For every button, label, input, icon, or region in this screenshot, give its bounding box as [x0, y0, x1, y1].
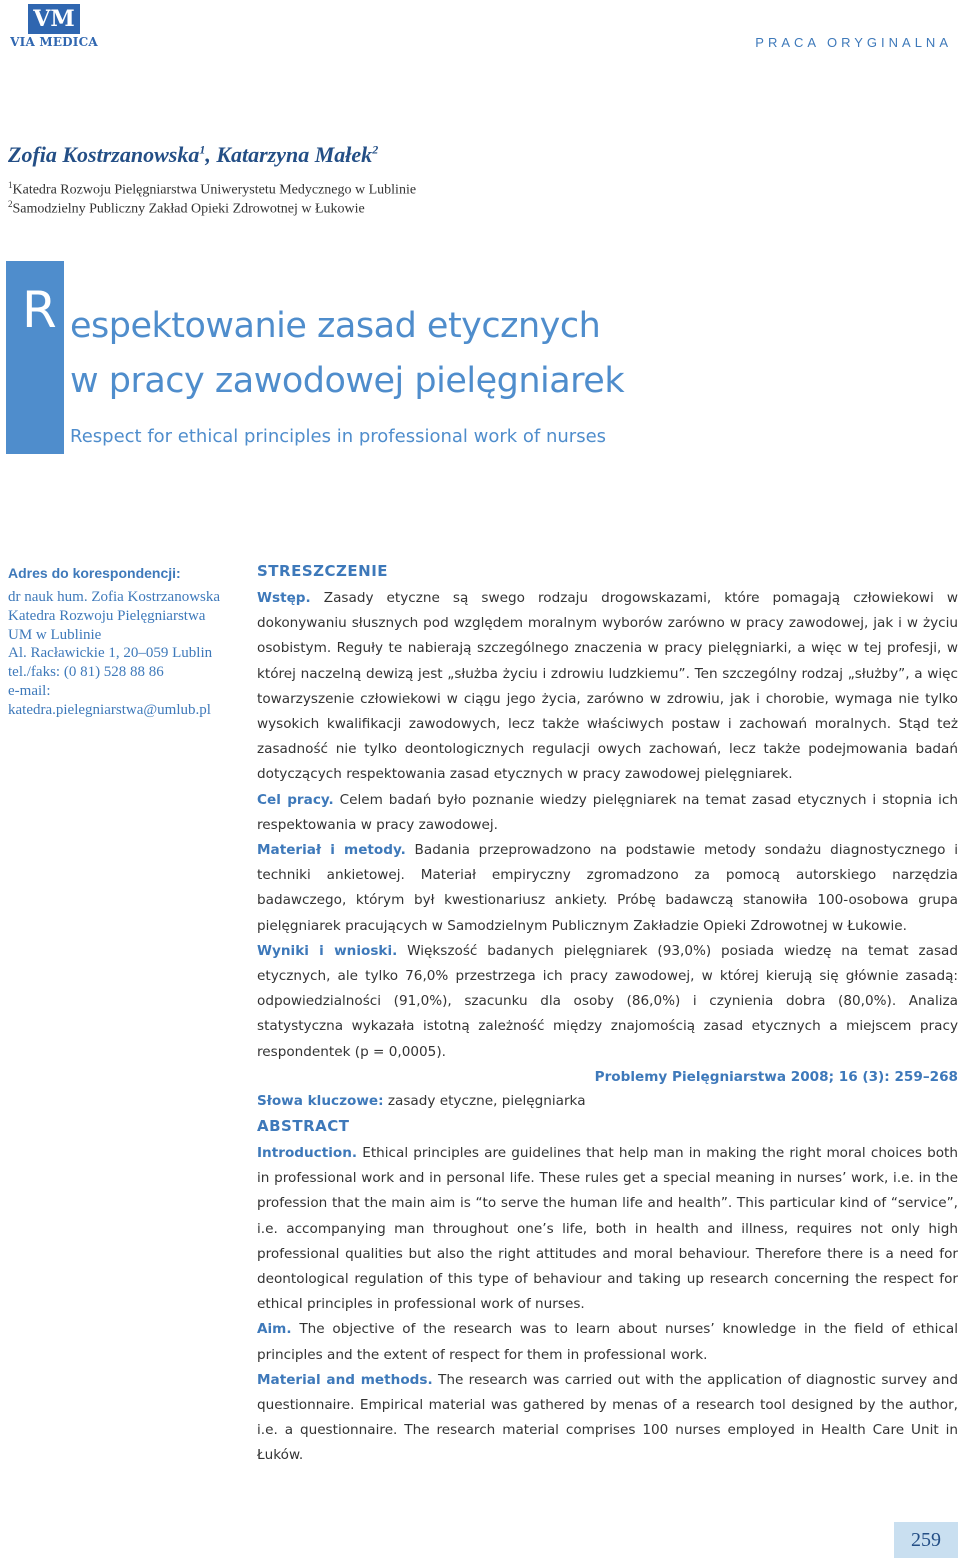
abstract-paragraph-aim — [257, 1317, 958, 1367]
correspondence-line: Al. Racławickie 1, 20–059 Lublin — [8, 645, 213, 662]
author-1: Zofia Kostrzanowska — [8, 142, 200, 167]
page-number: 259 — [894, 1522, 958, 1558]
affiliation-sup: 1 — [8, 180, 13, 190]
authors — [8, 142, 378, 168]
abstract-section — [257, 1117, 958, 1469]
correspondence-line: e-mail: — [8, 682, 51, 699]
streszczenie-paragraph-results — [257, 939, 958, 1065]
correspondence-address — [8, 588, 240, 720]
paragraph-label: Introduction. — [257, 1145, 358, 1161]
streszczenie-paragraph-methods — [257, 838, 958, 939]
author-separator: , — [205, 142, 217, 167]
title-initial-letter: R — [22, 281, 57, 339]
paragraph-label: Wstęp. — [257, 590, 311, 606]
affiliation-sup: 2 — [8, 199, 13, 209]
correspondence-line: UM w Lublinie — [8, 626, 102, 643]
paragraph-text: The objective of the research was to learn about nurses’ knowledge in the field of ethical principles and the extent of respect for them in professional work. — [257, 1321, 958, 1363]
streszczenie-paragraph-intro — [257, 586, 958, 788]
author-2-sup: 2 — [372, 142, 379, 157]
affiliation-text: Samodzielny Publiczny Zakład Opieki Zdrowotnej w Łukowie — [12, 201, 365, 217]
keywords-label: Słowa kluczowe: — [257, 1092, 384, 1109]
author-1-sup: 1 — [199, 142, 206, 157]
abstract-heading: ABSTRACT — [257, 1117, 350, 1135]
paragraph-text: The research was carried out with the application of diagnostic survey and questionnaire. Empirical material was gathered by menas of a research tool designed by the author, i.e. a questionnaire. The research material comprises 100 nurses employed in Health Care Unit in Łuków. — [257, 1371, 959, 1464]
paragraph-label: Wyniki i wnioski. — [257, 942, 398, 959]
streszczenie-heading: STRESZCZENIE — [257, 562, 389, 580]
paragraph-label: Cel pracy. — [257, 791, 334, 808]
streszczenie-paragraph-aim — [257, 788, 958, 838]
correspondence-email[interactable]: katedra.pielegniarstwa@umlub.pl — [8, 701, 211, 718]
correspondence-line: tel./faks: (0 81) 528 88 86 — [8, 664, 164, 681]
logo-text: VIA MEDICA — [10, 35, 98, 49]
correspondence-heading: Adres do korespondencji: — [8, 565, 181, 581]
author-2: Katarzyna Małek — [216, 142, 373, 167]
keywords-text: zasady etyczne, pielęgniarka — [383, 1092, 586, 1109]
title-line-1: espektowanie zasad etycznych — [70, 306, 601, 346]
title-line-2: w pracy zawodowej pielęgniarek — [70, 361, 625, 401]
paragraph-label: Materiał i metody. — [257, 842, 406, 859]
paragraph-label: Material and methods. — [257, 1371, 433, 1388]
affiliation-1 — [8, 180, 416, 199]
affiliation-2 — [8, 199, 365, 218]
paragraph-text: Ethical principles are guidelines that help man in making the right moral choices both in professional work and in personal life. These rules get a special meaning in nurses’ work, i.e. in the profession that the main aim is “to serve the human life and health”. This particular kind of “service”, i.e. accompanying man throughout one’s life, both in health and illness, requires not only high professional qualities but also the right attitudes and moral behaviour. Therefore there is a need for deontological regulation of this type of behaviour and taking up research concerning the respect for ethical principles in professional work of nurses. — [257, 1145, 958, 1313]
abstract-paragraph-introduction — [257, 1141, 958, 1317]
abstract-paragraph-methods — [257, 1368, 958, 1469]
paragraph-text: Większość badanych pielęgniarek (93,0%) posiada wiedzę na temat zasad etycznych, ale tylko 76,0% przestrzega ich pracy zawodowej, w której kierują się głównie zasadą: odpowiedzialności (91,0%), szacunku dla osoby (86,0%) i czynienia dobra (80,0%). Analiza statystyczna wykazała istotną zależność między znajomością zasad etycznych a miejscem pracy respondentek (p = 0,0005). — [257, 942, 958, 1060]
affiliation-text: Katedra Rozwoju Pielęgniarstwa Uniwerystetu Medycznego w Lublinie — [12, 182, 417, 198]
logo-initials: VM — [28, 4, 80, 34]
section-label: PRACA ORYGINALNA — [755, 35, 952, 50]
journal-citation: Problemy Pielęgniarstwa 2008; 16 (3): 259–268 — [594, 1068, 958, 1085]
keywords — [257, 1089, 958, 1113]
streszczenie-section — [257, 562, 958, 1113]
english-subtitle: Respect for ethical principles in professional work of nurses — [70, 426, 607, 447]
paragraph-label: Aim. — [257, 1321, 292, 1338]
via-medica-logo — [8, 4, 100, 48]
correspondence-line: Katedra Rozwoju Pielęgniarstwa — [8, 607, 206, 624]
paragraph-text: Badania przeprowadzono na podstawie metody sondażu diagnostycznego i techniki ankietowej. Materiał empiryczny zgromadzono za pomocą autorskiego narzędzia badawczego, którym był kwestionariusz ankiety. Próbę badawczą stanowiła 100-osobowa grupa pielęgniarek pracujących w Samodzielnym Publicznym Zakładzie Opieki Zdrowotnej w Łukowie. — [257, 842, 958, 934]
paragraph-text: Celem badań było poznanie wiedzy pielęgniarek na temat zasad etycznych i stopnia ich respektowania w pracy zawodowej. — [257, 791, 958, 833]
correspondence-line: dr nauk hum. Zofia Kostrzanowska — [8, 589, 221, 605]
paragraph-text: Zasady etyczne są swego rodzaju drogowskazami, które pomagają człowiekowi w dokonywaniu słusznych pod względem moralnym wyborów zarówno w pracy zawodowej, jak i w życiu osobistym. Reguły te nabierają szczególnego znaczenia w pracy pielęgniarki, a więc w tej profesji, w której naczelną dewizą jest „służba życiu i zdrowiu ludzkiemu”. Ten szczególny rodzaj „służby”, a więc towarzyszenie człowiekowi w ciągu jego życia, zarówno w zdrowiu, jak i chorobie, wymaga nie tylko wysokich kwalifikacji zawodowych, lecz także właściwych postaw i zachowań moralnych. Stąd też zasadność nie tylko deontologicznych regulacji owych zachowań, lecz także podejmowania badań dotyczących respektowania zasad etycznych w pracy zawodowej pielęgniarek. — [257, 590, 958, 783]
